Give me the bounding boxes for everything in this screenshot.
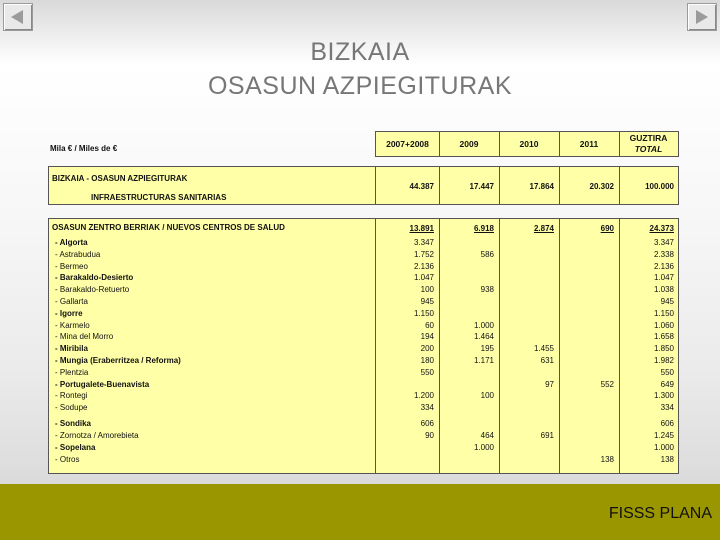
table-cell: 1.000 [473, 442, 494, 452]
table-cell: 586 [480, 249, 494, 259]
table-cell: 2.136 [653, 261, 674, 271]
header-2010: 2010 [519, 139, 539, 149]
table-cell: 195 [480, 344, 494, 354]
header-total-es: TOTAL [634, 144, 663, 154]
next-slide-button[interactable] [687, 3, 717, 31]
slide-subtitle: OSASUN AZPIEGITURAK [207, 72, 512, 100]
table-row-label: - Algorta [55, 238, 88, 247]
summary-values-box [375, 166, 679, 205]
table-cell: 938 [480, 285, 494, 295]
header-2007-2008: 2007+2008 [386, 139, 429, 149]
summary-value-2010: 17.864 [529, 182, 554, 191]
summary-value-2011: 20.302 [589, 182, 614, 191]
table-row-label: - Zornotza / Amorebieta [55, 430, 139, 440]
table-cell: 1.455 [533, 344, 554, 354]
header-2009: 2009 [459, 139, 479, 149]
table-row-label: - Karmelo [55, 320, 90, 330]
table-row-label: - Barakaldo-Desierto [55, 273, 134, 283]
table-cell: 2.136 [413, 261, 434, 271]
summary-value-total: 100.000 [645, 182, 674, 191]
table-cell: 631 [540, 356, 554, 365]
table-cell: 691 [540, 430, 554, 440]
table-row-label: - Otros [55, 455, 80, 465]
table-row-label: - Mungia (Eraberritzea / Reforma) [55, 356, 181, 365]
table-cell: 90 [425, 430, 434, 440]
table-cell: 1.150 [653, 308, 674, 318]
table-cell: 1.171 [473, 356, 494, 365]
table-cell: 1.000 [473, 320, 494, 330]
table-cell: 3.347 [653, 238, 674, 247]
slide-title: BIZKAIA [310, 38, 410, 66]
table-cell: 1.850 [653, 344, 674, 354]
table-cell: 1.300 [653, 391, 674, 401]
table-row-label: - Bermeo [55, 261, 88, 271]
section-value-2010: 2.874 [533, 224, 554, 233]
table-cell: 3.347 [413, 238, 434, 247]
footer-text: FISSS PLANA [608, 505, 712, 522]
table-cell: 1.000 [653, 442, 674, 452]
summary-subtitle: INFRAESTRUCTURAS SANITARIAS [91, 193, 227, 202]
table-cell: 1.060 [653, 320, 674, 330]
table-row-label: - Barakaldo-Retuerto [55, 285, 130, 295]
section-value-2009: 6.918 [473, 224, 494, 233]
table-cell: 1.150 [413, 308, 434, 318]
header-2011: 2011 [579, 139, 599, 149]
section-value-2007-2008: 13.891 [409, 224, 434, 233]
table-cell: 1.047 [413, 273, 434, 283]
table-cell: 945 [660, 297, 674, 306]
table-row-label: - Gallarta [55, 297, 88, 306]
units-label: Mila € / Miles de € [50, 144, 118, 153]
table-cell: 138 [660, 455, 674, 465]
table-cell: 200 [420, 344, 434, 354]
table-row-label: - Miribila [55, 344, 88, 354]
summary-value-2007-2008: 44.387 [409, 182, 434, 191]
table-cell: 334 [660, 403, 674, 413]
table-row-label: - Rontegi [55, 391, 88, 401]
table-cell: 138 [600, 455, 614, 465]
section-value-2011: 690 [600, 224, 614, 233]
table-cell: 1.464 [473, 332, 494, 342]
table-cell: 1.658 [653, 332, 674, 342]
table-cell: 649 [660, 379, 674, 389]
table-cell: 1.982 [653, 356, 674, 365]
summary-title: BIZKAIA - OSASUN AZPIEGITURAK [52, 174, 188, 183]
section-title: OSASUN ZENTRO BERRIAK / NUEVOS CENTROS DE SALUD [52, 223, 285, 232]
footer-bar [0, 484, 720, 540]
table-cell: 550 [660, 367, 674, 377]
table-row-label: - Portugalete-Buenavista [55, 379, 150, 389]
table-cell: 100 [480, 391, 494, 401]
table-cell: 194 [420, 332, 434, 342]
table-row-label: - Mina del Morro [55, 332, 114, 342]
table-cell: 550 [420, 367, 434, 377]
table-cell: 60 [425, 320, 434, 330]
previous-slide-button[interactable] [3, 3, 33, 31]
table-row-label: - Igorre [55, 308, 83, 318]
table-cell: 1.047 [653, 273, 674, 283]
table-cell: 945 [420, 297, 434, 306]
table-cell: 180 [420, 356, 434, 365]
table-row-label: - Sodupe [55, 403, 88, 413]
table-cell: 1.245 [653, 430, 674, 440]
arrow-right-icon [696, 10, 708, 24]
table-cell: 97 [545, 379, 554, 389]
arrow-left-icon [11, 10, 23, 24]
table-cell: 1.038 [653, 285, 674, 295]
table-row-label: - Sopelana [55, 442, 96, 452]
table-cell: 464 [480, 430, 494, 440]
table-cell: 334 [420, 403, 434, 413]
table-cell: 1.200 [413, 391, 434, 401]
summary-value-2009: 17.447 [469, 182, 494, 191]
table-cell: 606 [660, 419, 674, 428]
table-row-label: - Astrabudua [55, 249, 101, 259]
table-row-label: - Sondika [55, 419, 92, 428]
header-total-eu: GUZTIRA [629, 133, 668, 143]
table-cell: 606 [420, 419, 434, 428]
table-cell: 1.752 [413, 249, 434, 259]
summary-label-box [48, 166, 376, 205]
table-cell: 552 [600, 379, 614, 389]
table-cell: 100 [420, 285, 434, 295]
table-cell: 2.338 [653, 249, 674, 259]
header-box [375, 131, 679, 157]
detail-label-box [48, 218, 376, 474]
detail-values-box [375, 218, 679, 474]
section-value-total: 24.373 [649, 224, 674, 233]
table-row-label: - Plentzia [55, 367, 89, 377]
